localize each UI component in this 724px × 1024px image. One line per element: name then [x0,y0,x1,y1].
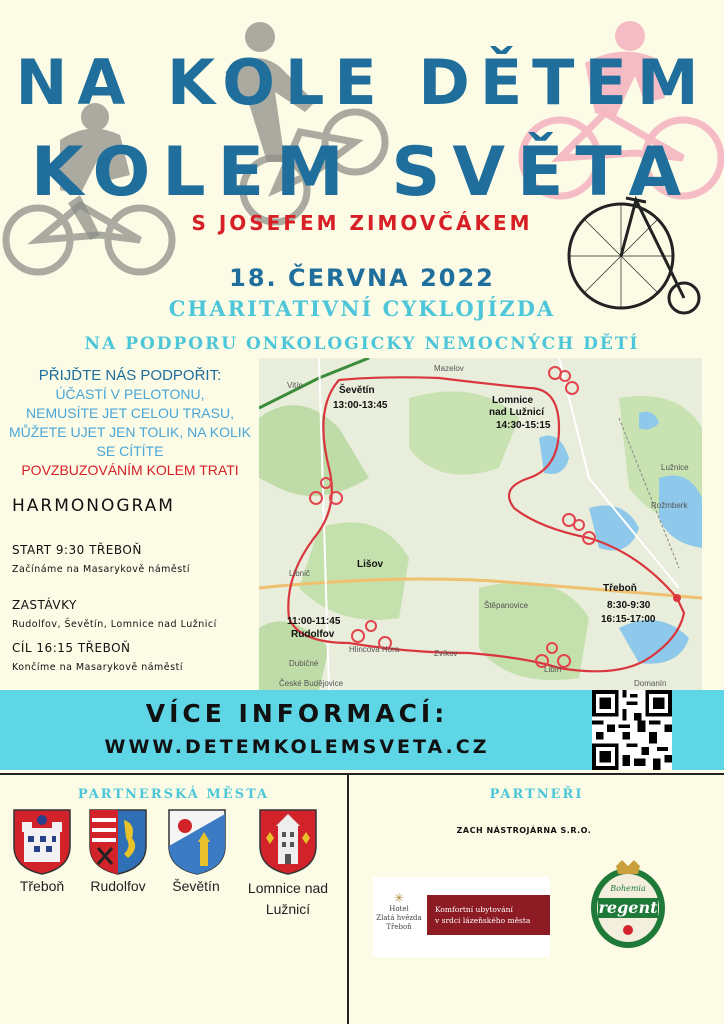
star-icon: ✳ [393,891,405,905]
partners-heading: PARTNEŘI [489,787,584,802]
map-label-trebon: Třeboň [603,583,637,594]
hotel-name-line: Zlatá hvězda [376,914,422,922]
map-label-budejovice: České Budějovice [279,679,344,688]
zach-partner-label: ZACH NÁSTROJÁRNA S.R.O. [456,826,592,835]
beer-brand-text: regent [598,898,658,917]
start-pin-icon [673,594,681,602]
charity-ride-heading: CHARITATIVNÍ CYKLOJÍZDA [168,296,556,321]
lomnice-coat-of-arms-icon [258,808,318,876]
map-label-domanin: Domanín [634,679,667,688]
column-divider [347,775,349,1024]
route-map [259,358,702,690]
event-date: 18. ČERVNA 2022 [229,264,495,292]
hotel-name-line: Hotel [389,905,409,913]
main-title-line2: KOLEM SVĚTA [30,133,694,212]
hotel-text-line: Komfortní ubytování [435,905,513,914]
stops-heading: ZASTÁVKY [12,598,77,612]
hotel-text-line: v srdci lázeňského města [435,916,531,925]
map-label-lisov: Lišov [357,559,384,570]
map-label-trebon-time2: 16:15-17:00 [601,614,656,625]
trebon-coat-of-arms-icon [12,808,72,876]
beer-top-text: Bohemia [610,884,646,893]
map-label-rudolfov-time: 11:00-11:45 [287,616,341,627]
city-label-trebon: Třeboň [19,878,65,894]
map-label-lomnice1: Lomnice [492,395,534,406]
sevetin-coat-of-arms-icon [167,808,227,876]
join-heading: PŘIJĎTE NÁS PODPOŘIT: [38,367,222,384]
main-title-line1: NA KOLE DĚTEM [15,46,709,119]
map-label-libin: Libín [544,665,562,674]
website-link[interactable]: WWW.DETEMKOLEMSVETA.CZ [104,736,490,758]
map-label-rudolfov: Rudolfov [291,629,335,640]
regent-beer-logo-icon [588,858,668,950]
map-label-sevetin-time: 13:00-13:45 [333,400,388,411]
map-label-libnic: Libnič [289,569,310,578]
stops-detail: Rudolfov, Ševětín, Lomnice nad Lužnicí [12,619,217,630]
map-label-lomnice-time: 14:30-15:15 [496,420,551,431]
finish-detail: Končíme na Masarykově náměstí [12,662,183,673]
city-label-rudolfov: Rudolfov [90,878,146,894]
join-line: NEMUSÍTE JET CELOU TRASU, [26,405,234,421]
finish-heading: CÍL 16:15 TŘEBOŇ [12,641,131,655]
hotel-name-block [373,877,425,957]
join-line: ÚČASTÍ V PELOTONU, [55,386,205,402]
map-label-hlincova: Hlincova Hora [349,645,400,654]
map-label-stepanovice: Štěpanovice [484,601,529,610]
rudolfov-coat-of-arms-icon [88,808,148,876]
join-line: MŮŽETE UJET JEN TOLIK, NA KOLIK [9,424,251,440]
map-label-rozmberk: Rožmberk [651,501,688,510]
subtitle: S JOSEFEM ZIMOVČÁKEM [191,211,533,235]
map-label-dubicne: Dubičné [289,659,319,668]
hotel-logo [373,877,550,957]
support-heading: NA PODPORU ONKOLOGICKY NEMOCNÝCH DĚTÍ [84,334,640,354]
join-block [8,366,252,480]
map-label-lomnice2: nad Lužnicí [489,407,544,418]
harmonogram-title: HARMONOGRAM [12,496,175,516]
start-heading: START 9:30 TŘEBOŇ [12,543,142,557]
more-info-heading: VÍCE INFORMACÍ: [145,699,449,728]
map-label-sevetin: Ševětín [339,385,375,396]
map-label-trebon-time1: 8:30-9:30 [607,600,651,611]
map-label-zvikov: Zvíkov [434,649,458,658]
route-map-svg [259,358,702,690]
qr-code-icon[interactable] [592,690,672,770]
start-detail: Začínáme na Masarykově náměstí [12,564,191,575]
map-label-mazelov: Mazelov [434,364,464,373]
partner-cities-heading: PARTNERSKÁ MĚSTA [77,787,270,802]
map-label-vitin: Vitín [287,381,303,390]
join-line: POVZBUZOVÁNÍM KOLEM TRATI [21,462,239,478]
city-label-sevetin: Ševětín [172,878,220,894]
city-label-lomnice: Lomnice nad Lužnicí [247,880,329,917]
join-line: SE CÍTÍTE [96,443,164,459]
hotel-name-line: Třeboň [386,923,412,931]
section-divider [0,773,724,775]
hotel-banner [427,895,550,935]
map-label-luznice: Lužnice [661,463,689,472]
